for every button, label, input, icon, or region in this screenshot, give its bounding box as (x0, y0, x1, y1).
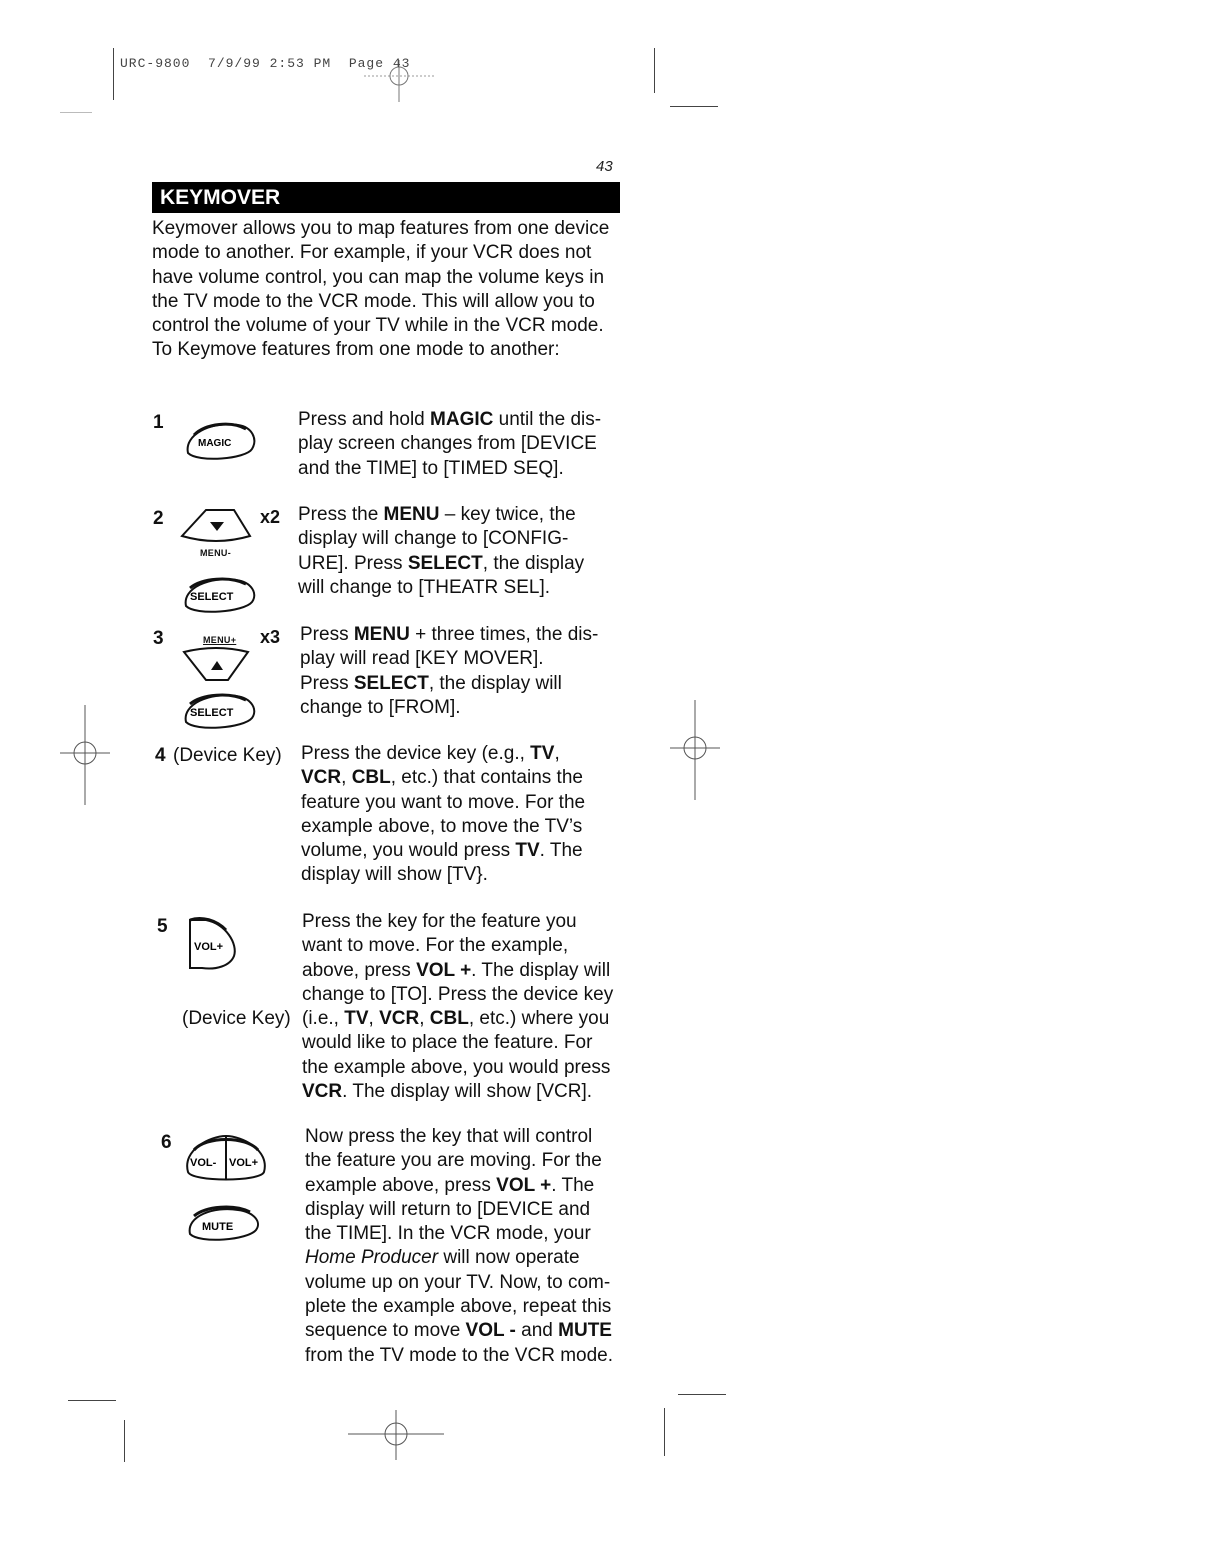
step-text-line: URE]. Press SELECT, the display (298, 552, 585, 574)
step-6-text (305, 1125, 640, 1368)
registration-mark-bottom (348, 1410, 444, 1460)
step-text-line: example above, to move the TV’s (301, 815, 583, 837)
step-number: 1 (153, 412, 164, 433)
step-text-line: Press the device key (e.g., TV, (301, 743, 560, 764)
device-key-label: (Device Key) (173, 745, 282, 766)
step-text-line: Press SELECT, the display will (300, 672, 562, 694)
step-text-line: the TIME]. In the VCR mode, your (305, 1223, 591, 1245)
crop-mark-top-right-h (670, 106, 718, 107)
step-text-line: above, press VOL +. The display will (302, 959, 611, 981)
step-text-line: volume, you would press TV. The (301, 840, 583, 862)
step-number: 3 (153, 628, 164, 649)
vol-plus-key-icon (180, 916, 250, 974)
section-title: KEYMOVER (152, 182, 620, 213)
key-label: MAGIC (198, 438, 232, 449)
step-text-line: Now press the key that will control (305, 1126, 593, 1147)
step-2-text (298, 503, 628, 600)
step-text-line: the example above, you would press (302, 1056, 611, 1078)
step-1-text (298, 408, 628, 481)
crop-mark-bottom-right (664, 1408, 665, 1456)
press-count: x2 (260, 507, 281, 527)
step-text-line: display will return to [DEVICE and (305, 1198, 591, 1220)
crop-mark-top-left-h (60, 112, 92, 113)
step-text-line: would like to place the feature. For (302, 1032, 593, 1054)
step-number: 6 (161, 1132, 172, 1153)
step-text-line: the feature you are moving. For the (305, 1150, 602, 1172)
step-text-line: (i.e., TV, VCR, CBL, etc.) where you (302, 1008, 610, 1030)
step-text-line: play screen changes from [DEVICE (298, 433, 597, 455)
key-label: MUTE (202, 1221, 234, 1233)
step-text-line: display will show [TV}. (301, 864, 488, 886)
step-text-line: example above, press VOL +. The (305, 1174, 595, 1196)
menu-minus-key-icon (176, 506, 256, 546)
step-3-text (300, 623, 630, 720)
step-text-line: Press and hold MAGIC until the dis- (298, 409, 602, 430)
step-text-line: feature you want to move. For the (301, 791, 586, 813)
select-key-icon (180, 574, 260, 614)
press-count: x3 (260, 627, 281, 647)
menu-plus-key-icon (178, 646, 254, 686)
crop-mark-top-right (654, 48, 655, 93)
crop-mark-top-left (113, 48, 114, 100)
registration-mark-left (60, 705, 110, 805)
step-text-line: sequence to move VOL - and MUTE (305, 1320, 612, 1342)
magic-key-icon (180, 413, 260, 463)
step-number: 5 (157, 916, 168, 937)
key-label: SELECT (190, 707, 234, 719)
menu-plus-label: MENU+ (203, 635, 237, 645)
step-text-line: plete the example above, repeat this (305, 1296, 612, 1318)
step-text-line: Press the key for the feature you (302, 911, 577, 932)
step-text-line: volume up on your TV. Now, to com- (305, 1271, 611, 1293)
mute-key-icon (184, 1204, 264, 1244)
step-number: 4 (155, 745, 166, 766)
crop-mark-bottom-left (124, 1420, 125, 1462)
step-text-line: want to move. For the example, (302, 935, 569, 957)
registration-mark-right (670, 700, 720, 800)
select-key-icon (180, 690, 260, 730)
print-slug: URC-9800 7/9/99 2:53 PM Page 43 (120, 56, 411, 71)
step-text-line: Press MENU + three times, the dis- (300, 624, 599, 645)
step-text-line: Home Producer will now operate (305, 1247, 580, 1269)
step-text-line: play will read [KEY MOVER]. (300, 648, 544, 670)
vol-minus-vol-plus-key-icon (180, 1130, 272, 1184)
step-text-line: display will change to [CONFIG- (298, 528, 569, 550)
step-number: 2 (153, 508, 164, 529)
device-key-label: (Device Key) (182, 1008, 291, 1029)
step-text-line: and the TIME] to [TIMED SEQ]. (298, 457, 564, 479)
menu-minus-label: MENU- (200, 548, 231, 558)
page-number: 43 (596, 158, 613, 175)
step-5-text (302, 910, 637, 1104)
crop-mark-bottom-left-h (68, 1400, 116, 1401)
key-label: VOL- (190, 1157, 217, 1169)
crop-mark-bottom-right-h (678, 1394, 726, 1395)
step-text-line: from the TV mode to the VCR mode. (305, 1344, 614, 1366)
key-label: SELECT (190, 591, 234, 603)
step-text-line: change to [TO]. Press the device key (302, 983, 614, 1005)
step-text-line: VCR. The display will show [VCR]. (302, 1081, 593, 1103)
step-text-line: change to [FROM]. (300, 696, 461, 718)
intro-paragraph: Keymover allows you to map features from one device mode to another. For example, if your VCR does not have volume control, you can map the volume keys in the TV mode to the VCR mode. This will allow you to control the volume of your TV while in the VCR mode. To Keymove features from one mode to another: (152, 218, 610, 361)
key-label: VOL+ (194, 941, 224, 953)
key-label: VOL+ (229, 1157, 259, 1169)
step-4-text (301, 742, 631, 888)
step-text-line: Press the MENU – key twice, the (298, 504, 576, 525)
step-text-line: will change to [THEATR SEL]. (298, 576, 551, 598)
step-text-line: VCR, CBL, etc.) that contains the (301, 767, 583, 789)
